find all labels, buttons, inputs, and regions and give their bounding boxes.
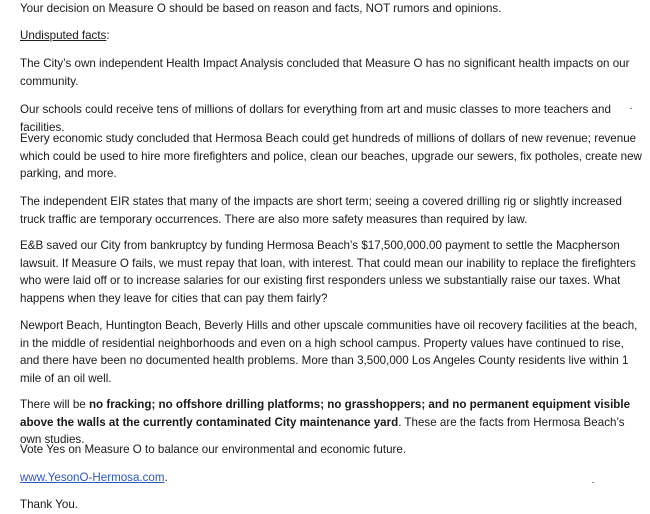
website-link[interactable]: www.YesonO-Hermosa.com — [20, 471, 165, 484]
paragraph-eir: The independent EIR states that many of the impacts are short term; seeing a covered drilling rig or slightly increased truck traffic are temporary occurrences. There are also more safety measures than required by law. — [20, 195, 622, 226]
paragraph-communities: Newport Beach, Huntington Beach, Beverly Hills and other upscale communities have oil recovery facilities at the beach, in the middle of residential neighborhoods and even on a high school campus. Property values have continued to rise, and there have been no documented health problems. More than 3,500,000 Los Angeles County residents live within 1 mile of an oil well. — [20, 319, 638, 385]
heading-text: Undisputed facts — [20, 29, 107, 42]
paragraph-schools: Our schools could receive tens of millions of dollars for everything from art and music classes to more teachers and facilities. — [20, 103, 611, 134]
no-fracking-lead: There will be — [20, 398, 89, 411]
paragraph-lawsuit: E&B saved our City from bankruptcy by funding Hermosa Beach’s $17,500,000.00 payment to settle the Macpherson lawsuit. If Measure O fails, we must repay that loan, with interest. That could mean our inability to replace the firefighters who were laid off or to increase salaries for our existing first responders unless we substantially raise our taxes. What happens when they leave for cities that can pay them fairly? — [20, 239, 636, 305]
website-period: . — [164, 471, 168, 484]
section-heading — [20, 27, 642, 45]
intro-paragraph: Your decision on Measure O should be based on reason and facts, NOT rumors and opinions. — [20, 2, 502, 15]
website-line — [20, 469, 642, 487]
heading-colon: : — [106, 29, 110, 42]
paragraph-economy: Every economic study concluded that Hermosa Beach could get hundreds of millions of dollars of new revenue; revenue which could be used to hire more firefighters and police, clean our beaches, upgrade our sewers, fix potholes, create new parking, and more. — [20, 132, 642, 181]
scan-speck — [592, 482, 594, 483]
closing-line: Thank You. — [20, 498, 79, 511]
scan-speck — [630, 108, 632, 109]
paragraph-health: The City’s own independent Health Impact Analysis concluded that Measure O has no significant health impacts on our community. — [20, 57, 630, 88]
no-fracking-bold: no fracking; no offshore drilling platforms; no grasshoppers; and no permanent equipment visible above the walls at the currently contaminated City maintenance yard — [20, 398, 631, 429]
paragraph-vote: Vote Yes on Measure O to balance our environmental and economic future. — [20, 443, 407, 456]
no-fracking-tail: . These are the facts from Hermosa Beach’s own studies. — [20, 415, 625, 447]
